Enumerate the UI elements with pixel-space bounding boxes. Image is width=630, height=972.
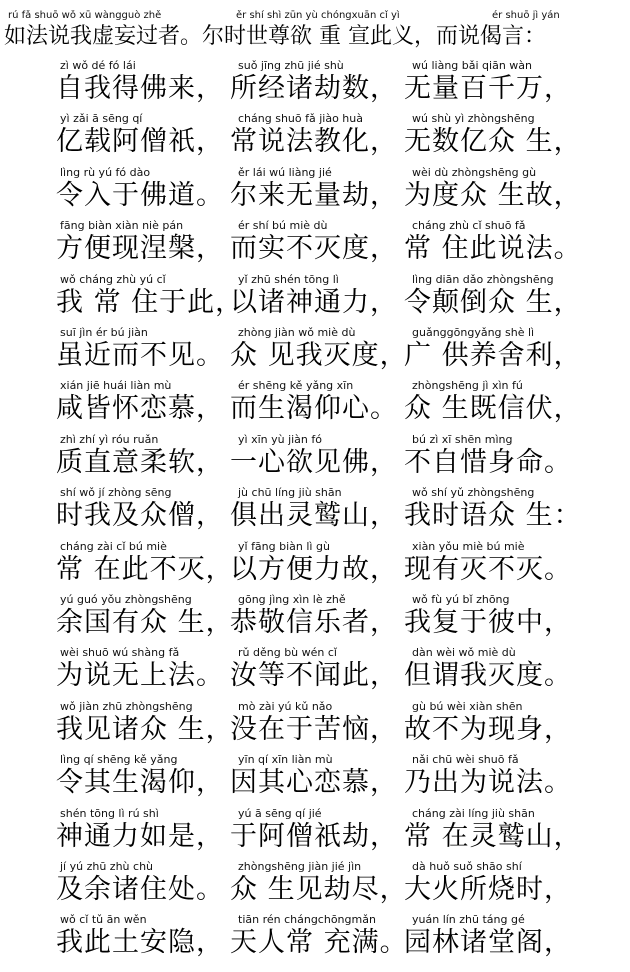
verse-text: 常 住此说法。 (404, 233, 582, 265)
verse-text: 广 供养舍利， (404, 340, 582, 371)
verse-text: 园林诸堂阁， (404, 927, 572, 959)
verse-text: 令颠倒众 生， (404, 286, 582, 318)
verse-text: 质直意柔软， (56, 446, 224, 478)
verse-pinyin: dà huǒ suǒ shāo shí (412, 860, 522, 873)
verse-pinyin: ér shēng kě yǎng xīn (238, 379, 354, 393)
verse-text: 余国有众 生， (56, 607, 234, 638)
verse-text: 而生渴仰心。 (230, 393, 398, 425)
verse-pinyin: shí wǒ jí zhòng sēng (60, 486, 172, 500)
verse-pinyin: yì zǎi ā sēng qí (60, 112, 143, 126)
verse-text: 我见诸众 生， (56, 713, 234, 745)
verse-pinyin: yǐ zhū shén tōng lì (238, 272, 339, 286)
verse-pinyin: gōng jìng xìn lè zhě (238, 593, 346, 606)
verse-pinyin: rǔ děng bù wén cǐ (238, 646, 337, 660)
verse-text: 为说无上法。 (56, 660, 224, 692)
verse-pinyin: wǒ jiàn zhū zhòngshēng (60, 699, 193, 713)
verse-line (0, 272, 630, 325)
verse-pinyin: yīn qí xīn liàn mù (238, 753, 333, 767)
verse-text: 自我得佛来， (56, 73, 224, 104)
verse-text: 令其生渴仰， (56, 767, 224, 799)
verse-line (0, 592, 630, 645)
verse-text: 尔来无量劫， (230, 179, 398, 211)
verse-pinyin: mò zài yú kǔ nǎo (238, 699, 333, 713)
verse-pinyin: wú shù yì zhòngshēng (412, 112, 535, 126)
intro-line (0, 8, 630, 61)
verse-pinyin: wǒ cǐ tǔ ān wěn (60, 913, 147, 927)
verse-text: 常说法教化， (230, 126, 398, 158)
verse-pinyin: zì wǒ dé fó lái (60, 59, 136, 72)
verse-pinyin: zhòngshēng jiàn jié jìn (238, 860, 362, 873)
verse-pinyin: zhòngshēng jì xìn fú (412, 379, 523, 393)
verse-line (0, 699, 630, 752)
verse-pinyin: lìng diān dǎo zhòngshēng (412, 272, 554, 286)
verse-pinyin: suǒ jīng zhū jié shù (238, 59, 344, 72)
verse-text: 天人常 充满。 (230, 927, 408, 959)
verse-text: 方便现涅槃， (56, 233, 224, 265)
verse-text: 我时语众 生： (404, 500, 582, 532)
verse-text: 无量百千万， (404, 73, 572, 104)
verse-line (0, 752, 630, 805)
verse-text: 乃出为说法。 (404, 767, 572, 799)
verse-line (0, 645, 630, 698)
verse-line (0, 432, 630, 485)
verse-text: 我此土安隐， (56, 927, 224, 959)
verse-text: 因其心恋慕， (230, 767, 398, 799)
verse-line (0, 912, 630, 965)
verse-text: 没在于苦恼， (230, 713, 398, 745)
verse-text: 俱出灵鹫山， (230, 500, 398, 532)
verse-text: 为度众 生故， (404, 179, 582, 211)
verse-text: 现有灭不灭。 (404, 553, 572, 585)
verse-line (0, 378, 630, 431)
verse-pinyin: yú guó yǒu zhòngshēng (60, 593, 192, 606)
verse-pinyin: shén tōng lì rú shì (60, 806, 159, 820)
verse-pinyin: wǒ cháng zhù yú cǐ (60, 272, 166, 286)
verse-text: 于阿僧祇劫， (230, 820, 398, 852)
verse-pinyin: tiān rén chángchōngmǎn (238, 913, 376, 927)
verse-pinyin: wú liàng bǎi qiān wàn (412, 59, 533, 72)
verse-text: 汝等不闻此， (230, 660, 398, 692)
verse-pinyin: nǎi chū wèi shuō fǎ (412, 753, 519, 767)
intro-text: 如法说我虚妄过者。尔时世尊欲 重 宣此义，而说偈言： (4, 24, 546, 49)
intro-pinyin: rú fǎ shuō wǒ xū wàngguò zhě (8, 10, 162, 21)
verse-pinyin: xiàn yǒu miè bú miè (412, 539, 525, 553)
verse-text: 我复于彼中， (404, 607, 572, 638)
verse-line (0, 485, 630, 538)
verse-pinyin: cháng zài cǐ bú miè (60, 539, 167, 553)
verse-text: 我 常 住于此， (56, 286, 244, 318)
verse-text: 令入于佛道。 (56, 179, 224, 211)
verse-text: 故不为现身， (404, 713, 572, 745)
verse-text: 咸皆怀恋慕， (56, 393, 224, 425)
verse-text: 时我及众僧， (56, 500, 224, 532)
verse-pinyin: dàn wèi wǒ miè dù (412, 646, 516, 660)
verse-line (0, 165, 630, 218)
verse-text: 众 生既信伏， (404, 393, 582, 425)
verse-pinyin: yǐ fāng biàn lì gù (238, 539, 330, 553)
verse-line (0, 58, 630, 111)
verse-pinyin: wǒ shí yǔ zhòngshēng (412, 486, 535, 500)
verse-pinyin: wèi shuō wú shàng fǎ (60, 646, 180, 660)
intro-pinyin: ér shuō jì yán (492, 10, 560, 21)
verse-pinyin: ěr lái wú liàng jié (238, 165, 332, 179)
verse-pinyin: zhì zhí yì róu ruǎn (60, 432, 159, 446)
verse-text: 常 在灵鹫山， (404, 820, 582, 852)
verse-line (0, 859, 630, 912)
verse-pinyin: ér shí bú miè dù (238, 219, 328, 233)
verse-line (0, 111, 630, 164)
verse-pinyin: fāng biàn xiàn niè pán (60, 219, 184, 233)
verse-pinyin: guǎnggōngyǎng shè lì (412, 326, 535, 339)
verse-pinyin: bú zì xī shēn mìng (412, 432, 513, 446)
verse-text: 一心欲见佛， (230, 446, 398, 478)
verse-pinyin: yì xīn yù jiàn fó (238, 432, 322, 446)
verse-pinyin: wèi dù zhòngshēng gù (412, 165, 537, 179)
verse-pinyin: cháng zhù cǐ shuō fǎ (412, 219, 526, 233)
verse-text: 常 在此不灭， (56, 553, 234, 585)
verse-text: 众 见我灭度， (230, 340, 408, 371)
verse-pinyin: xián jiē huái liàn mù (60, 379, 172, 393)
verse-text: 不自惜身命。 (404, 446, 572, 478)
verse-text: 以诸神通力， (230, 286, 398, 318)
intro-pinyin: ěr shí shì zūn yù chóngxuān cǐ yì (236, 10, 400, 21)
verse-line (0, 325, 630, 378)
verse-pinyin: suī jìn ér bú jiàn (60, 326, 148, 339)
verse-pinyin: yú ā sēng qí jié (238, 806, 322, 820)
verse-text: 大火所烧时， (404, 874, 572, 905)
verse-pinyin: jù chū líng jiù shān (238, 486, 342, 500)
verse-text: 无数亿众 生， (404, 126, 582, 158)
verse-pinyin: jí yú zhū zhù chù (60, 860, 154, 873)
verse-pinyin: cháng shuō fǎ jiào huà (238, 112, 363, 126)
verse-pinyin: cháng zài líng jiù shān (412, 806, 535, 820)
verse-line (0, 539, 630, 592)
verse-text: 及余诸住处。 (56, 874, 224, 905)
verse-pinyin: gù bú wèi xiàn shēn (412, 699, 523, 713)
verse-text: 神通力如是， (56, 820, 224, 852)
verse-text: 虽近而不见。 (56, 340, 224, 371)
verse-text: 而实不灭度， (230, 233, 398, 265)
verse-pinyin: lìng qí shēng kě yǎng (60, 753, 178, 767)
verse-text: 但谓我灭度。 (404, 660, 572, 692)
verse-pinyin: yuán lín zhū táng gé (412, 913, 525, 927)
verse-line (0, 806, 630, 859)
verse-line (0, 218, 630, 271)
verse-pinyin: lìng rù yú fó dào (60, 165, 151, 179)
verse-text: 众 生见劫尽， (230, 874, 408, 905)
verse-pinyin: wǒ fù yú bǐ zhōng (412, 593, 510, 606)
verse-text: 以方便力故， (230, 553, 398, 585)
verse-text: 所经诸劫数， (230, 73, 398, 104)
verse-text: 恭敬信乐者， (230, 607, 398, 638)
verse-text: 亿载阿僧祇， (56, 126, 224, 158)
verse-pinyin: zhòng jiàn wǒ miè dù (238, 326, 356, 339)
